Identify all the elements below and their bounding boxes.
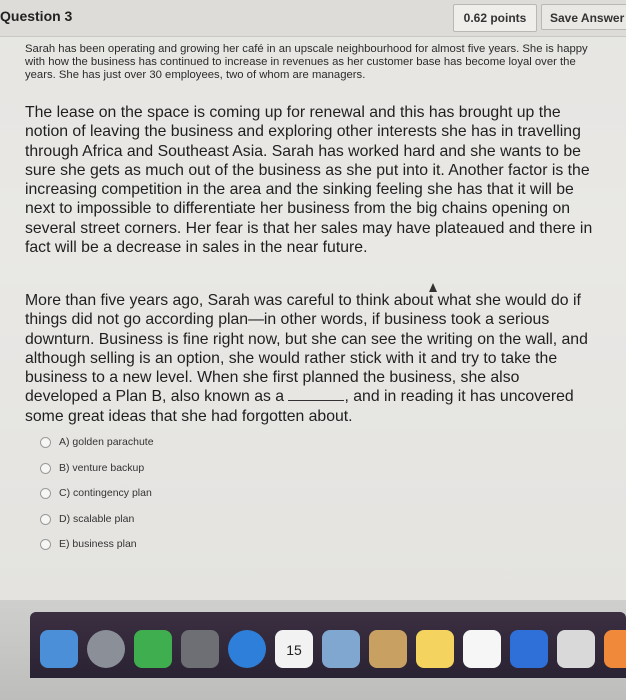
reminders-icon[interactable] — [463, 630, 501, 668]
question-title: Question 3 — [0, 8, 73, 24]
radio-button[interactable] — [40, 463, 51, 474]
numbers-icon[interactable] — [134, 630, 172, 668]
calendar-day-label: 15 — [286, 642, 302, 658]
preview-icon[interactable] — [322, 630, 360, 668]
option-label: E) business plan — [59, 538, 137, 550]
radio-button[interactable] — [40, 488, 51, 499]
answer-blank — [288, 388, 344, 401]
photos-icon[interactable] — [604, 630, 626, 668]
option-label: A) golden parachute — [59, 436, 154, 448]
box-icon[interactable] — [369, 630, 407, 668]
question-paragraph-1: The lease on the space is coming up for renewal and this has brought up the notion of leaving the business and exploring other interests she has in travelling through Africa and Southeast Asia. Sarah has worked hard and she wants to be sure she gets as much out of the business as she put into it. Another factor is the increasing competition in the area and the sinking feeling she has that it will be next to impossible to differentiate her business from the big chains opening on several street corners. Her fear is that her sales may have plateaued and there in fact will be a decrease in sales in the near future. — [25, 104, 593, 257]
rocket-icon[interactable] — [181, 630, 219, 668]
paragraph-2-text-b: , and in reading it has uncovered some great ideas that she had forgotten about. — [25, 388, 574, 425]
radio-button[interactable] — [40, 514, 51, 525]
question-header — [0, 0, 626, 37]
notes-icon[interactable] — [416, 630, 454, 668]
option-label: B) venture backup — [59, 461, 145, 474]
launchpad-icon[interactable] — [87, 630, 125, 668]
safari-icon[interactable] — [228, 630, 266, 668]
save-answer-button[interactable]: Save Answer — [541, 4, 626, 30]
mouse-cursor-icon — [429, 283, 437, 292]
points-badge: 0.62 points — [453, 4, 537, 32]
option-label: D) scalable plan — [59, 512, 135, 525]
paragraph-2-text-a: More than five years ago, Sarah was careful to think about what she would do if things did not go according plan—in other words, if business took a serious downturn. Business is fine right now, but she can see the writing on the wall, and although selling is an option, she would rather stick with it and try to take the business to a new level. When she first planned the business, she also developed a Plan B, also known as a — [25, 292, 588, 406]
question-paragraph-2 — [25, 291, 595, 426]
radio-button[interactable] — [40, 437, 51, 448]
files-icon[interactable] — [557, 630, 595, 668]
radio-button[interactable] — [40, 539, 51, 550]
chart-app-icon[interactable] — [510, 630, 548, 668]
finder-icon[interactable] — [40, 630, 78, 668]
question-intro: Sarah has been operating and growing her café in an upscale neighbourhood for almost five years. She is happy with how the business has continued to increase in revenues as her customer base has become loyal over the years. She has just over 30 employees, two of whom are managers. — [25, 43, 588, 81]
calendar-icon[interactable] — [275, 630, 313, 668]
option-label: C) contingency plan — [59, 487, 152, 499]
